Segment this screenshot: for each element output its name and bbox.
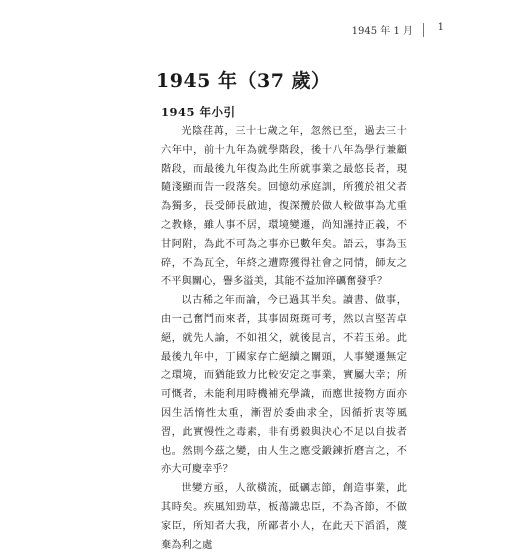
paragraph: 光陰荏苒，三十七歲之年，忽然已至，過去三十六年中，前十九年為就學階段，後十八年為學行兼顧階段，而最後九年復為此生所就事業之最悠長者，現隨淺顯而告一段落矣。回憶幼承庭訓，所獲於祖父者為獨多，長受師長啟迪，復深攬於做人較做事為尤重之教條，雖人事不居，環境變遷，尚知謹持正義，不甘阿附，為此不可為之事亦已數年矣。語云，事為玉碎，不為瓦全，年終之遭際獲得社會之同情，師友之不平與關心，譽多溢美，其能不益加淬礪奮發乎？ <box>161 126 407 288</box>
running-header <box>351 22 444 37</box>
header-divider <box>423 23 424 37</box>
body-text <box>161 123 407 555</box>
chapter-title: 1945 年（37 歲） <box>156 70 331 92</box>
paragraph: 世變方亟，人欲橫流，砥礪志節，創造事業，此其時矣。疾風知勁草，板蕩識忠臣，不為吝節，不做家臣，所知者大我，所鄙者小人，在此天下滔滔，蔑棄為利之處 <box>161 483 407 551</box>
page-number: 1 <box>437 22 444 33</box>
running-title: 1945 年 1 月 <box>351 26 413 37</box>
paragraph: 以古稀之年而論，今已過其半矣。讀書、做事，由一己奮鬥而來者，其事固斑斑可考，然以言堅苦卓絕，就先人論，不如祖父，就後昆言，不若玉弟。此最後九年中，丁國家存亡絕續之關頭，人事變遷無定之環境，而猶能致力比較安定之事業，實屬大幸；所可慨者，未能利用時機補充學識，而應世接物方面亦因生活惰性太重，漸習於委曲求全，因循折衷等風習，此實慢性之毒素，非有勇毅與決心不足以自拔者也。然則今茲之變，由人生之應受鍛鍊折磨言之，不亦大可慶幸乎？ <box>161 295 407 476</box>
section-heading: 1945 年小引 <box>161 105 236 119</box>
